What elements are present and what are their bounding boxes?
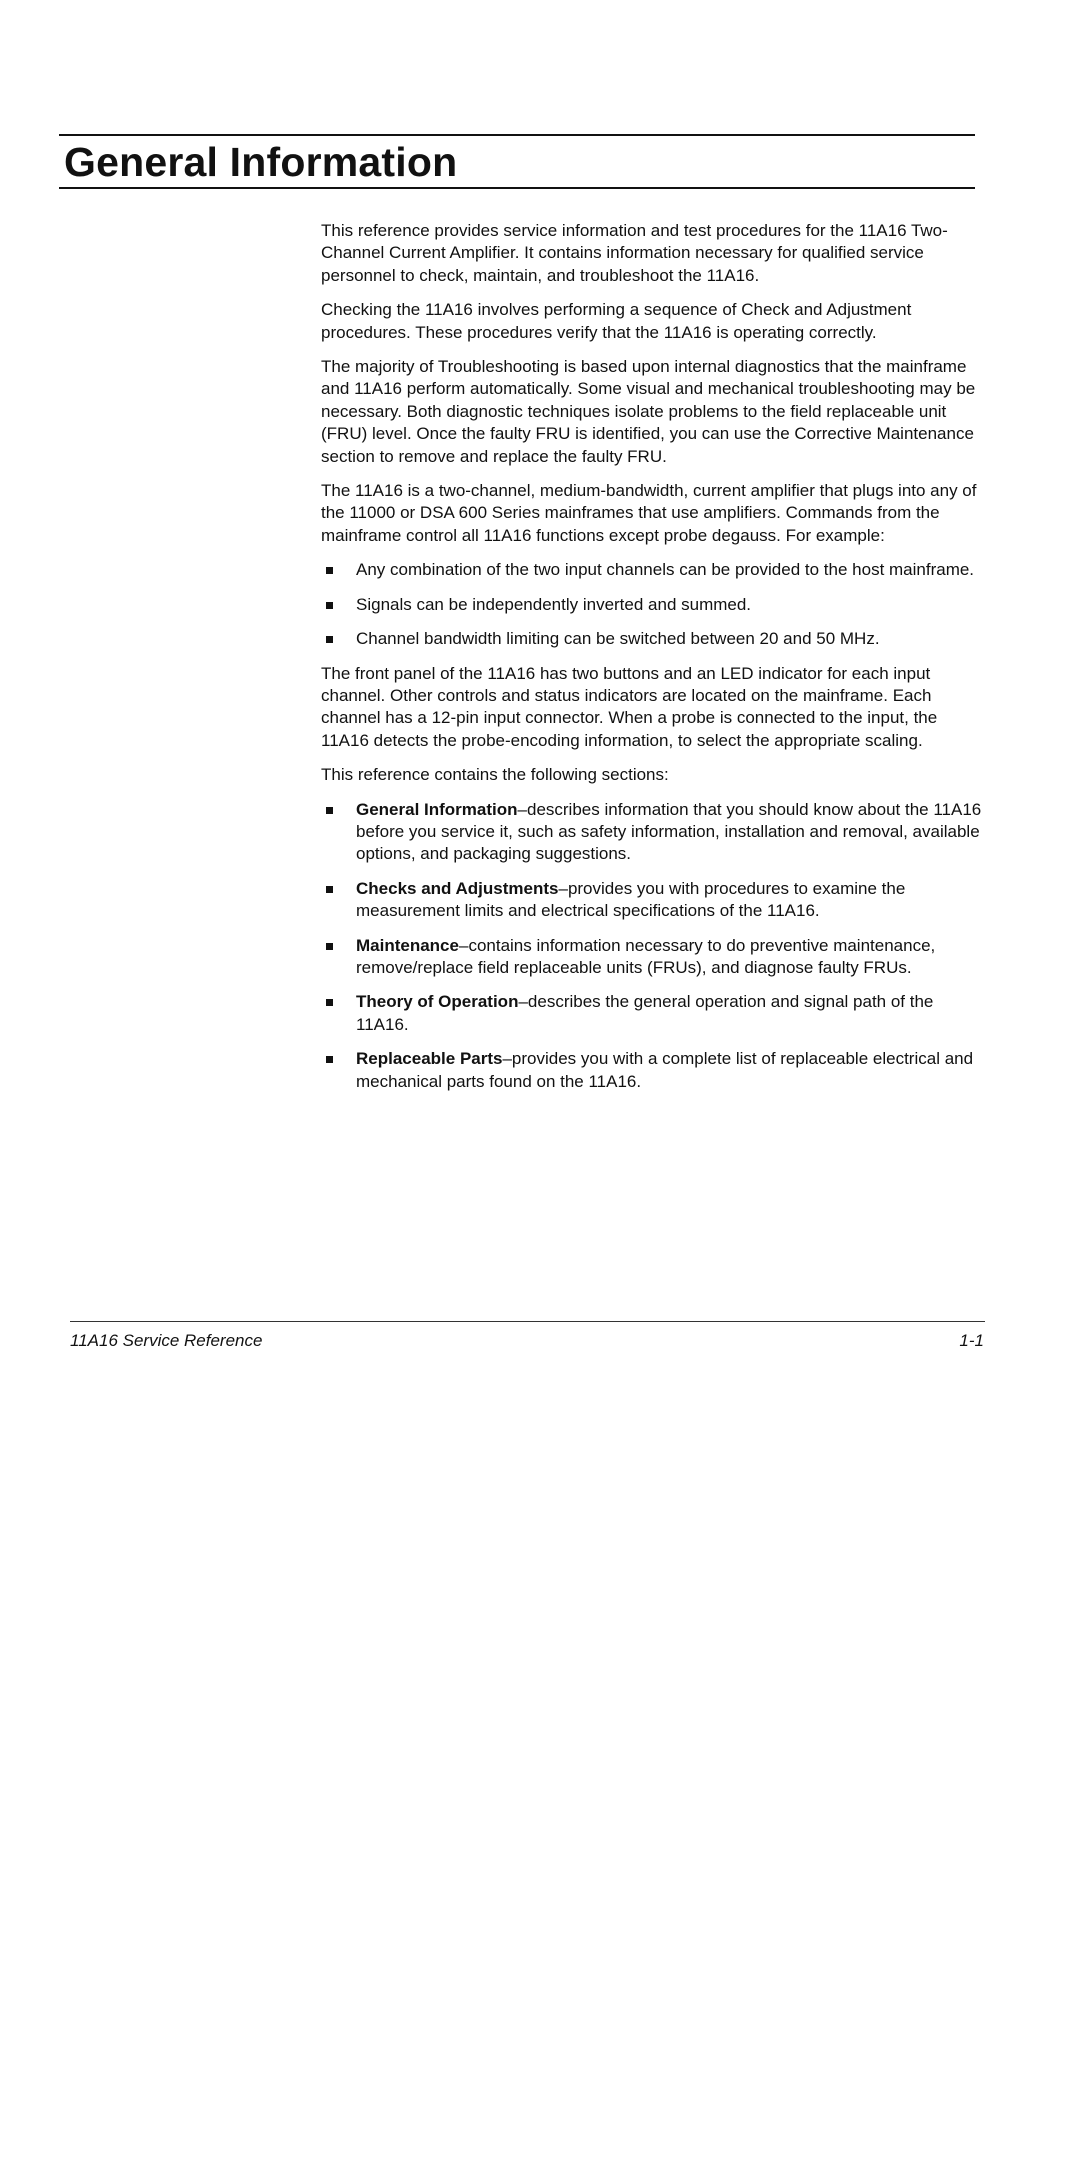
footer-doc-title: 11A16 Service Reference [70, 1331, 263, 1350]
section-desc: –provides you with a complete list of replaceable electrical and mechanical parts found on the 11A16. [356, 1049, 974, 1091]
section-desc: –describes the general operation and signal path of the 11A16. [356, 992, 934, 1034]
list-item-text: Any combination of the two input channels can be provided to the host mainframe. [356, 560, 975, 580]
paragraph-checking: Checking the 11A16 involves performing a sequence of Check and Adjustment procedures. These procedures verify that the 11A16 is operating correctly. [321, 300, 912, 342]
bullet-icon [326, 886, 333, 893]
paragraph-intro: This reference provides service information and test procedures for the 11A16 Two-Channel Current Amplifier. It contains information necessary for qualified service personnel to check, maintain, and troubleshoot the 11A16. [321, 221, 948, 285]
footer-page-number: 1-1 [959, 1331, 984, 1350]
section-item [321, 935, 986, 980]
paragraph-troubleshooting: The majority of Troubleshooting is based upon internal diagnostics that the mainframe and 11A16 perform automatically. Some visual and mechanical troubleshooting may be necessary. Both diagnostic techniques isolate problems to the field replaceable unit (FRU) level. Once the faulty FRU is identified, you can use the Corrective Maintenance section to remove and replace the faulty FRU. [321, 357, 976, 466]
section-item [321, 1048, 986, 1093]
section-item [321, 991, 986, 1036]
title-bottom-rule [59, 187, 975, 189]
section-item [321, 799, 986, 866]
list-item-text: Channel bandwidth limiting can be switched between 20 and 50 MHz. [356, 629, 880, 649]
section-name: Theory of Operation [356, 992, 519, 1012]
bullet-icon [326, 1056, 333, 1063]
bullet-icon [326, 999, 333, 1006]
section-name: General Information [356, 799, 518, 819]
bullet-icon [326, 807, 333, 814]
list-item [321, 628, 986, 650]
section-desc: –describes information that you should know about the 11A16 before you service it, such as safety information, installation and removal, available options, and packaging suggestions. [356, 799, 982, 864]
list-item-text: Signals can be independently inverted and summed. [356, 594, 752, 614]
list-item [321, 594, 986, 616]
section-desc: –contains information necessary to do preventive maintenance, remove/replace field replaceable units (FRUs), and diagnose faulty FRUs. [356, 935, 936, 977]
bullet-icon [326, 636, 333, 643]
paragraph-front-panel: The front panel of the 11A16 has two buttons and an LED indicator for each input channel. Other controls and status indicators are located on the mainframe. Each channel has a 12-pin input connector. When a probe is connected to the input, the 11A16 detects the probe-encoding information, to select the appropriate scaling. [321, 663, 938, 750]
list-item [321, 559, 986, 581]
page-title: General Information [64, 139, 458, 185]
paragraph-overview: The 11A16 is a two-channel, medium-bandwidth, current amplifier that plugs into any of the 11000 or DSA 600 Series mainframes that use amplifiers. Commands from the mainframe control all 11A16 functions except probe degauss. For example: [321, 481, 977, 545]
body-content [321, 220, 986, 1105]
bullet-icon [326, 567, 333, 574]
section-desc: –provides you with procedures to examine the measurement limits and electrical specifications of the 11A16. [356, 878, 906, 921]
section-name: Replaceable Parts [356, 1049, 503, 1069]
footer-rule [70, 1321, 985, 1322]
paragraph-sections-intro: This reference contains the following sections: [321, 765, 669, 785]
bullet-icon [326, 602, 333, 609]
section-name: Checks and Adjustments [356, 878, 559, 898]
bullet-icon [326, 943, 333, 950]
title-top-rule [59, 134, 975, 136]
section-name: Maintenance [356, 935, 459, 955]
section-item [321, 878, 986, 923]
